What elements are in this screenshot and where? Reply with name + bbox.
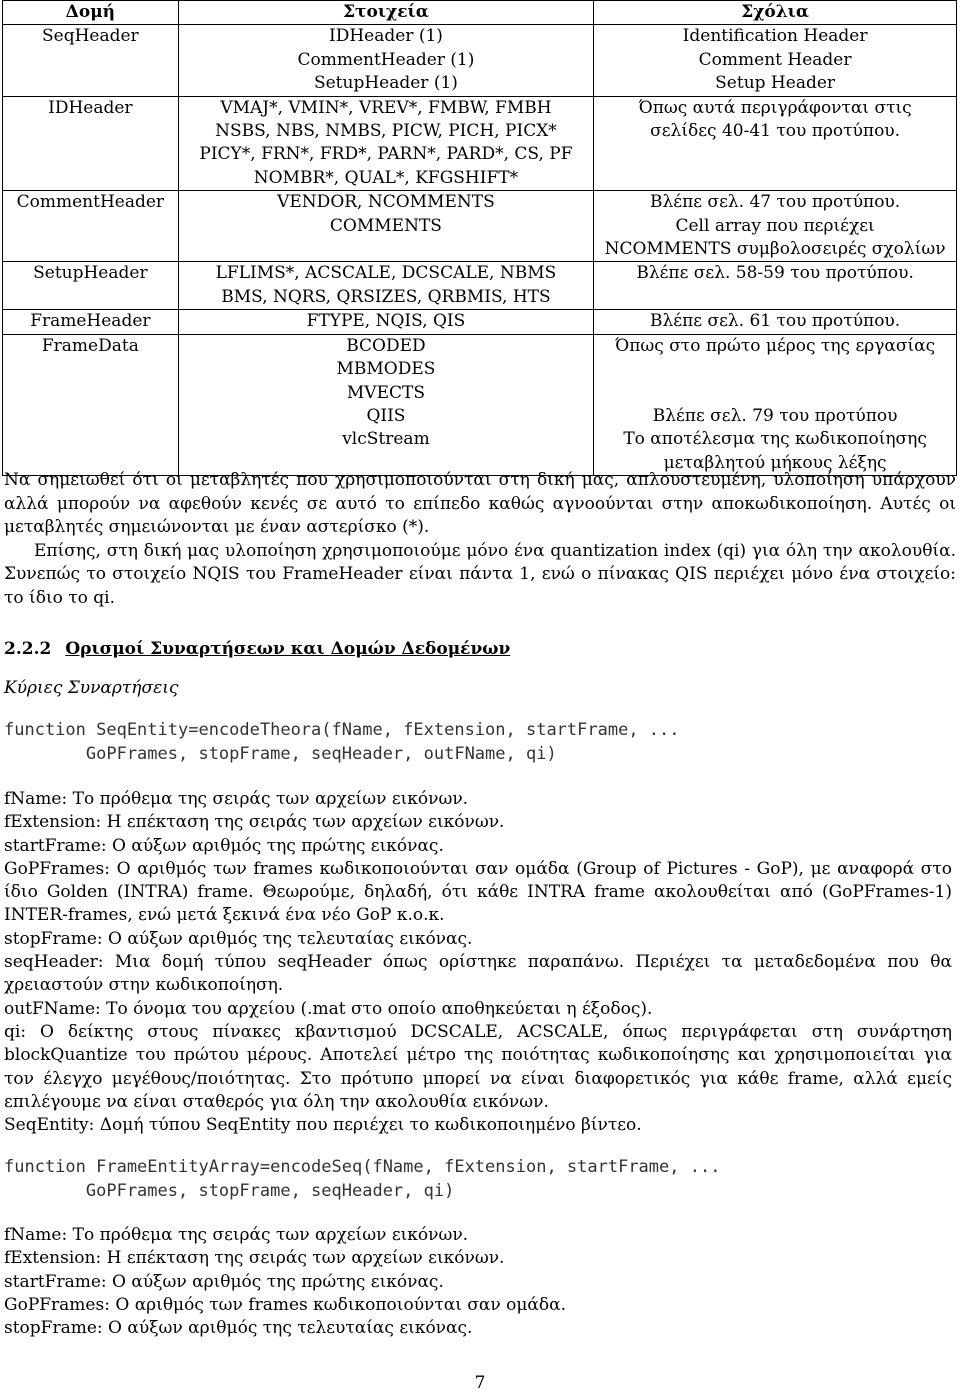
- parameter-item: qi: Ο δείκτης στους πίνακες κβαντισμού DCSCALE, ACSCALE, όπως περιγράφεται στη συνάρτηση blockQuantize του πρώτου μέρους. Αποτελεί μέτρο της ποιότητας κωδικοποίησης και χρησιμοποιείται για τον έλεγχο μεγέθους/ποιότητας. Στο πρότυπο μπορεί να είναι διαφορετικός για κάθε frame, αλλά εμείς επιλέγουμε να είναι σταθερός για όλη την ακολουθία εικόνων.: [4, 1021, 952, 1112]
- page-number: 7: [474, 1373, 486, 1393]
- parameter-item: fName: Το πρόθεμα της σειράς των αρχείων εικόνων.: [4, 1225, 469, 1245]
- parameter-item: GoPFrames: Ο αριθμός των frames κωδικοποιούνται σαν ομάδα.: [4, 1294, 567, 1315]
- header-elements: Στοιχεία: [178, 1, 593, 25]
- row-elements: [178, 334, 593, 475]
- comment-line: Βλέπε σελ. 58-59 του προτύπου.: [636, 263, 914, 284]
- parameter-item: startFrame: Ο αύξων αριθμός της πρώτης εικόνας.: [4, 835, 444, 856]
- element-line: PICY*, FRN*, FRD*, PARN*, PARD*, CS, PF: [199, 144, 573, 165]
- row-elements: [178, 191, 593, 262]
- parameter-item: GoPFrames: Ο αριθμός των frames κωδικοποιούνται σαν ομάδα (Group of Pictures - GoP), με αναφορά στο ίδιο Golden (INTRA) frame. Θεωρούμε, δηλαδή, ότι κάθε INTRA frame ακολουθείται από (GoPFrames-1) INTER-frames, ενώ μετά ξεκινά ένα νέο GoP κ.ο.κ.: [4, 858, 952, 926]
- table-row: [3, 96, 957, 191]
- row-comments: [594, 96, 957, 191]
- comment-line: [598, 358, 952, 381]
- comment-line: μεταβλητού μήκους λέξης: [663, 452, 887, 473]
- comment-line: NCOMMENTS συμβολοσειρές σχολίων: [604, 239, 946, 260]
- code-line: function SeqEntity=encodeTheora(fName, fExtension, startFrame, ...: [4, 720, 680, 740]
- code-line: function FrameEntityArray=encodeSeq(fName, fExtension, startFrame, ...: [4, 1157, 721, 1177]
- element-line: LFLIMS*, ACSCALE, DCSCALE, NBMS: [215, 263, 557, 284]
- row-name: SeqHeader: [3, 25, 179, 96]
- element-line: IDHeader (1): [328, 26, 443, 47]
- section-heading: [4, 639, 510, 659]
- table-row: [3, 25, 957, 96]
- parameter-item: startFrame: Ο αύξων αριθμός της πρώτης εικόνας.: [4, 1271, 444, 1292]
- structure-table: [2, 0, 957, 476]
- comment-line: Βλέπε σελ. 79 του προτύπου: [652, 405, 898, 426]
- element-line: VENDOR, NCOMMENTS: [277, 192, 495, 213]
- element-line: CommentHeader (1): [297, 49, 475, 70]
- note-paragraph: Επίσης, στη δική μας υλοποίηση χρησιμοποιούμε μόνο ένα quantization index (qi) για όλη την ακολουθία. Συνεπώς το στοιχείο NQIS του FrameHeader είναι πάντα 1, ενώ ο πίνακας QIS περιέχει μόνο ένα στοιχείο: το ίδιο το qi.: [4, 540, 956, 608]
- comment-line: Cell array που περιέχει: [675, 215, 875, 236]
- element-line: COMMENTS: [329, 215, 442, 236]
- row-elements: [178, 25, 593, 96]
- comment-line: Βλέπε σελ. 61 του προτύπου.: [650, 311, 901, 332]
- comment-line: [598, 382, 952, 405]
- parameter-item: stopFrame: Ο αύξων αριθμός της τελευταίας εικόνας.: [4, 1318, 473, 1339]
- row-name: SetupHeader: [3, 262, 179, 310]
- function-signature: [4, 719, 680, 766]
- table-row: [3, 191, 957, 262]
- element-line: BMS, NQRS, QRSIZES, QRBMIS, HTS: [221, 286, 551, 307]
- element-line: SetupHeader (1): [313, 73, 458, 94]
- subheading: Κύριες Συναρτήσεις: [4, 678, 179, 698]
- row-comments: [594, 191, 957, 262]
- comment-line: σελίδες 40-41 του προτύπου.: [650, 121, 901, 142]
- header-structure: Δομή: [3, 1, 179, 25]
- element-line: MBMODES: [336, 359, 436, 380]
- row-name: FrameData: [3, 334, 179, 475]
- row-comments: [594, 262, 957, 310]
- element-line: NSBS, NBS, NMBS, PICW, PICH, PICX*: [215, 121, 557, 142]
- comment-line: Βλέπε σελ. 47 του προτύπου.: [650, 192, 901, 213]
- section-number: 2.2.2: [4, 639, 52, 659]
- row-name: IDHeader: [3, 96, 179, 191]
- parameter-item: SeqEntity: Δομή τύπου SeqEntity που περιέχει το κωδικοποιημένο βίντεο.: [4, 1115, 642, 1136]
- row-comments: [594, 310, 957, 334]
- row-elements: [178, 310, 593, 334]
- parameter-item: stopFrame: Ο αύξων αριθμός της τελευταίας εικόνας.: [4, 928, 473, 949]
- parameter-item: seqHeader: Μια δομή τύπου seqHeader όπως ορίστηκε παραπάνω. Περιέχει τα μεταδεδομένα που θα χρειαστούν στην κωδικοποίηση.: [4, 952, 952, 996]
- comment-line: Όπως αυτά περιγράφονται στις: [638, 97, 912, 118]
- row-elements: [178, 262, 593, 310]
- element-line: BCODED: [346, 335, 426, 356]
- element-line: QIIS: [366, 405, 406, 426]
- code-line: GoPFrames, stopFrame, seqHeader, qi): [4, 1180, 455, 1201]
- row-name: FrameHeader: [3, 310, 179, 334]
- parameter-list: [4, 788, 952, 1137]
- comment-line: Identification Header: [682, 26, 868, 47]
- notes-block: [4, 469, 956, 610]
- header-comments: Σχόλια: [594, 1, 957, 25]
- element-line: NOMBR*, QUAL*, KFGSHIFT*: [253, 167, 519, 188]
- comment-line: Όπως στο πρώτο μέρος της εργασίας: [615, 335, 936, 356]
- table-header-row: [3, 1, 957, 25]
- row-comments: [594, 25, 957, 96]
- code-line: GoPFrames, stopFrame, seqHeader, outFName, qi): [4, 743, 557, 764]
- table-row: [3, 334, 957, 475]
- parameter-item: fExtension: Η επέκταση της σειράς των αρχείων εικόνων.: [4, 812, 505, 833]
- comment-line: Το αποτέλεσμα της κωδικοποίησης: [623, 429, 927, 450]
- table-row: [3, 262, 957, 310]
- comment-line: Setup Header: [715, 73, 836, 94]
- element-line: vlcStream: [342, 429, 430, 450]
- parameter-list: [4, 1224, 952, 1340]
- section-title: Ορισμοί Συναρτήσεων και Δομών Δεδομένων: [65, 639, 511, 659]
- parameter-item: fName: Το πρόθεμα της σειράς των αρχείων εικόνων.: [4, 789, 469, 809]
- parameter-item: fExtension: Η επέκταση της σειράς των αρχείων εικόνων.: [4, 1248, 505, 1269]
- parameter-item: outFName: Το όνομα του αρχείου (.mat στο οποίο αποθηκεύεται η έξοδος).: [4, 998, 653, 1019]
- function-signature: [4, 1156, 720, 1203]
- element-line: FTYPE, NQIS, QIS: [306, 311, 466, 332]
- table-row: [3, 310, 957, 334]
- note-paragraph: Να σημειωθεί ότι οι μεταβλητές που χρησιμοποιούνται στη δική μας, απλουστευμένη, υλοποίηση υπάρχουν αλλά μπορούν να αφεθούν κενές σε αυτό το επίπεδο καθώς αγνοούνται στην αποκωδικοποίηση. Αυτές οι μεταβλητές σημειώνονται με έναν αστερίσκο (*).: [4, 470, 956, 537]
- element-line: MVECTS: [346, 382, 425, 403]
- row-elements: [178, 96, 593, 191]
- element-line: VMAJ*, VMIN*, VREV*, FMBW, FMBH: [220, 97, 552, 118]
- row-comments: [594, 334, 957, 475]
- comment-line: Comment Header: [698, 49, 852, 70]
- row-name: CommentHeader: [3, 191, 179, 262]
